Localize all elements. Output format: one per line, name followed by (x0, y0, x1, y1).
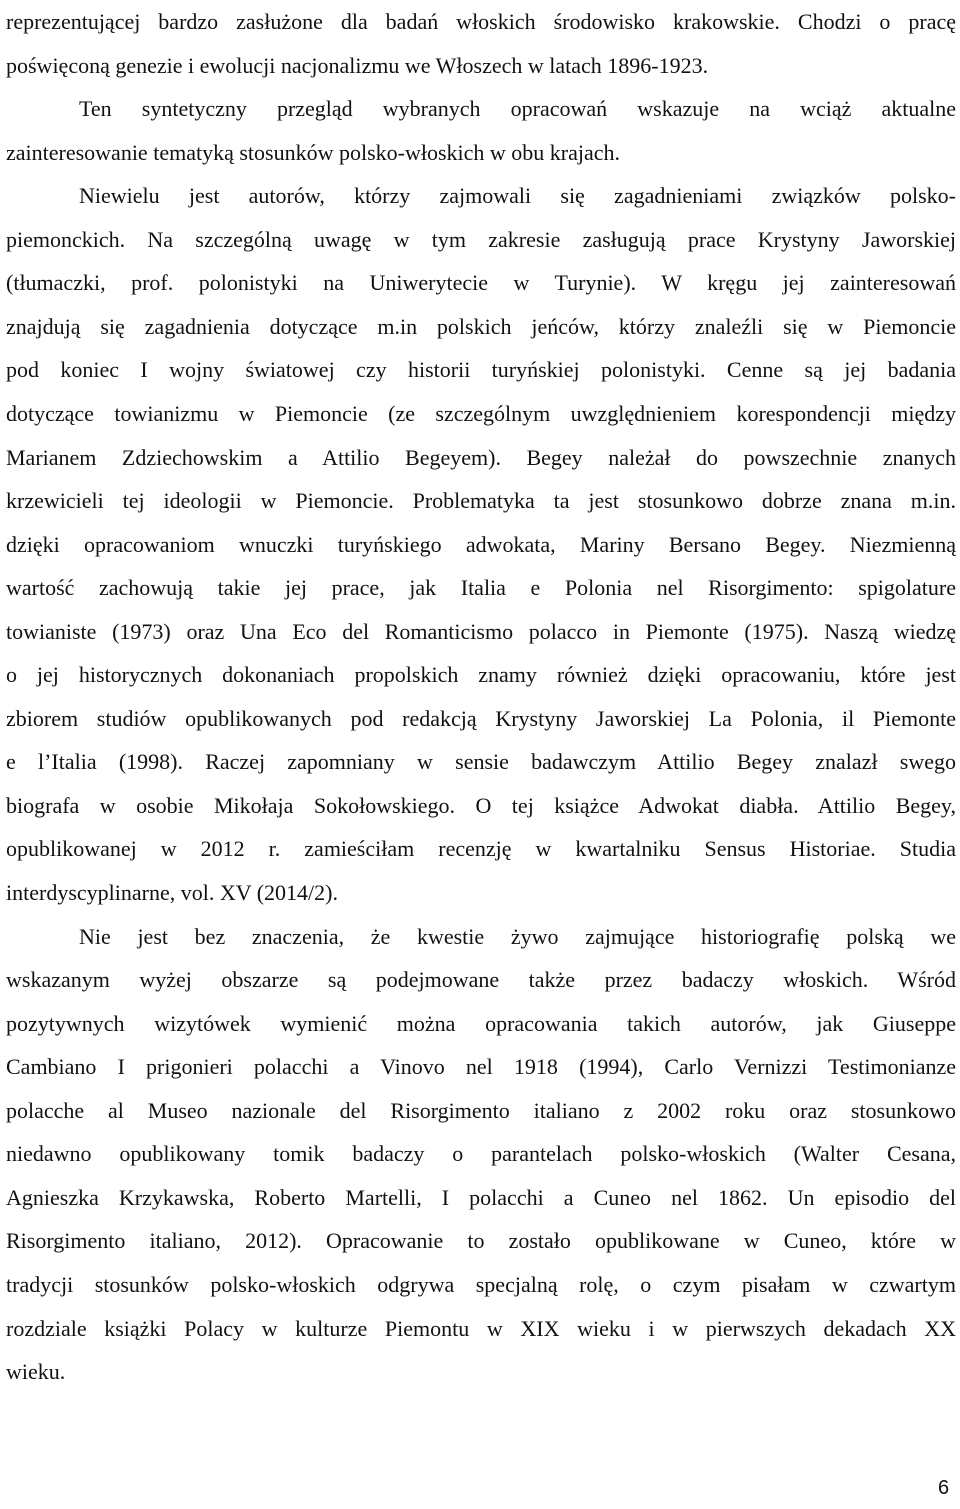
text-line: wartość zachowują takie jej prace, jak Italia e Polonia nel Risorgimento: spigolature (6, 575, 956, 601)
text-line: Nie jest bez znaczenia, że kwestie żywo zajmujące historiografię polską we (79, 923, 956, 949)
text-line: polacche al Museo nazionale del Risorgimento italiano z 2002 roku oraz stosunkowo (6, 1097, 956, 1123)
text-line: pod koniec I wojny światowej czy historii turyńskiej polonistyki. Cenne są jej badania (6, 357, 956, 383)
text-line: towianiste (1973) oraz Una Eco del Romanticismo polacco in Piemonte (1975). Naszą wiedzę (6, 618, 956, 644)
text-line: krzewicieli tej ideologii w Piemoncie. Problematyka ta jest stosunkowo dobrze znana m.in. (6, 488, 956, 514)
page-number: 6 (938, 1477, 950, 1499)
text-line: opublikowanej w 2012 r. zamieściłam recenzję w kwartalniku Sensus Historiae. Studia (6, 836, 956, 862)
text-line: tradycji stosunków polsko-włoskich odgrywa specjalną rolę, o czym pisałam w czwartym (6, 1271, 956, 1297)
text-line: niedawno opublikowany tomik badaczy o parantelach polsko-włoskich (Walter Cesana, (6, 1141, 956, 1167)
text-line: znajdują się zagadnienia dotyczące m.in polskich jeńców, którzy znaleźli się w Piemoncie (6, 313, 956, 339)
text-line: biografa w osobie Mikołaja Sokołowskiego. O tej książce Adwokat diabła. Attilio Begey, (6, 792, 956, 818)
text-line: dzięki opracowaniom wnuczki turyńskiego adwokata, Mariny Bersano Begey. Niezmienną (6, 531, 956, 557)
text-line: zbiorem studiów opublikowanych pod redakcją Krystyny Jaworskiej La Polonia, il Piemonte (6, 705, 956, 731)
text-line: Marianem Zdziechowskim a Attilio Begeyem). Begey należał do powszechnie znanych (6, 444, 956, 470)
text-line: o jej historycznych dokonaniach propolskich znamy również dzięki opracowaniu, które jest (6, 662, 956, 688)
text-line: piemonckich. Na szczególną uwagę w tym zakresie zasługują prace Krystyny Jaworskiej (6, 226, 956, 252)
text-line: wieku. (6, 1359, 66, 1385)
text-line: zainteresowanie tematyką stosunków polsko-włoskich w obu krajach. (6, 139, 621, 165)
text-line: reprezentującej bardzo zasłużone dla badań włoskich środowisko krakowskie. Chodzi o pracę (6, 9, 956, 34)
text-line: Agnieszka Krzykawska, Roberto Martelli, I polacchi a Cuneo nel 1862. Un episodio del (6, 1184, 956, 1210)
text-line: poświęconą genezie i ewolucji nacjonalizmu we Włoszech w latach 1896-1923. (6, 52, 709, 78)
text-line: (tłumaczki, prof. polonistyki na Uniwerytecie w Turynie). W kręgu jej zainteresowań (6, 270, 956, 296)
text-line: wskazanym wyżej obszarze są podejmowane także przez badaczy włoskich. Wśród (6, 967, 956, 993)
text-line: interdyscyplinarne, vol. XV (2014/2). (6, 880, 338, 905)
text-line: pozytywnych wizytówek wymienić można opracowania takich autorów, jak Giuseppe (6, 1010, 956, 1036)
text-line: Niewielu jest autorów, którzy zajmowali się zagadnieniami związków polsko- (79, 183, 956, 209)
text-line: Risorgimento italiano, 2012). Opracowanie to zostało opublikowane w Cuneo, które w (6, 1228, 956, 1254)
text-line: Cambiano I prigonieri polacchi a Vinovo nel 1918 (1994), Carlo Vernizzi Testimonianze (6, 1054, 956, 1080)
text-line: rozdziale książki Polacy w kulturze Piemontu w XIX wieku i w pierwszych dekadach XX (6, 1315, 956, 1341)
text-line: e l’Italia (1998). Raczej zapomniany w sensie badawczym Attilio Begey znalazł swego (6, 749, 956, 775)
text-line: Ten syntetyczny przegląd wybranych opracowań wskazuje na wciąż aktualne (79, 96, 956, 122)
text-line: dotyczące towianizmu w Piemoncie (ze szczególnym uwzględnieniem korespondencji między (6, 400, 956, 426)
